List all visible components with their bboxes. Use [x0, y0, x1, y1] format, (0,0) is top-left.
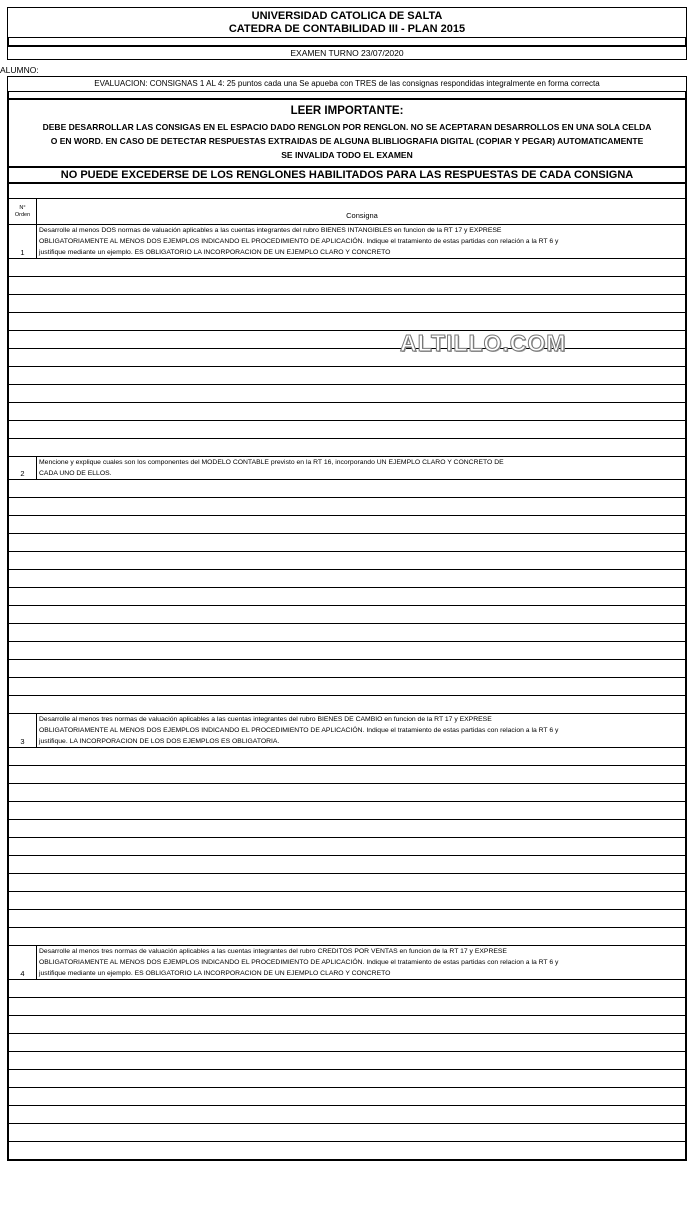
answer-line[interactable] — [9, 570, 685, 588]
evaluation-note: EVALUACION: CONSIGNAS 1 AL 4: 25 puntos cada una Se apueba con TRES de las consignas respondidas integralmente en forma correcta — [7, 76, 687, 92]
question-line: justifique mediante un ejemplo. ES OBLIGATORIO LA INCORPORACION DE UN EJEMPLO CLARO Y CONCRETO — [39, 970, 391, 977]
question-line: Mencione y explique cuales son los componentes del MODELO CONTABLE previsto en la RT 16, incorporando UN EJEMPLO CLARO Y CONCRETO DE — [39, 459, 504, 466]
answer-line[interactable] — [9, 892, 685, 910]
answer-line[interactable] — [9, 552, 685, 570]
answer-line[interactable] — [9, 421, 685, 439]
answer-line[interactable] — [9, 856, 685, 874]
answer-line[interactable] — [9, 498, 685, 516]
spacer-row — [7, 184, 687, 199]
order-header — [9, 199, 37, 224]
question-row — [9, 714, 685, 748]
answer-line[interactable] — [9, 1124, 685, 1142]
answer-line[interactable] — [9, 910, 685, 928]
exam-sheet — [0, 7, 687, 1161]
answer-line[interactable] — [9, 349, 685, 367]
question-line: OBLIGATORIAMENTE AL MENOS DOS EJEMPLOS INDICANDO EL PROCEDIMIENTO DE APLICACIÓN. Indique el tratamiento de estas partidas con relacion a la RT 6 y — [39, 959, 559, 966]
answer-line[interactable] — [9, 1142, 685, 1159]
answer-line[interactable] — [9, 439, 685, 457]
answer-line[interactable] — [9, 678, 685, 696]
university-title: UNIVERSIDAD CATOLICA DE SALTA — [251, 10, 443, 22]
answer-line[interactable] — [9, 588, 685, 606]
question-line: OBLIGATORIAMENTE AL MENOS DOS EJEMPLOS INDICANDO EL PROCEDIMIENTO DE APLICACIÓN. Indique el tratamiento de estas partidas con relación a la RT 6 y — [39, 238, 559, 245]
table-header — [9, 199, 685, 225]
answer-line[interactable] — [9, 874, 685, 892]
divider — [7, 92, 687, 100]
answer-line[interactable] — [9, 277, 685, 295]
question-line: justifique. LA INCORPORACION DE LOS DOS EJEMPLOS ES OBLIGATORIA. — [39, 738, 280, 745]
answer-line[interactable] — [9, 696, 685, 714]
question-row — [9, 946, 685, 980]
question-row — [9, 457, 685, 480]
task-header: Consigna — [346, 211, 378, 220]
answer-line[interactable] — [9, 784, 685, 802]
answer-line[interactable] — [9, 820, 685, 838]
important-line: O EN WORD. EN CASO DE DETECTAR RESPUESTAS EXTRAIDAS DE ALGUNA BLIBLIOGRAFIA DIGITAL (COPIAR Y PEGAR) AUTOMATICAMENTE — [50, 136, 644, 146]
question-text — [37, 457, 685, 479]
answer-line[interactable] — [9, 766, 685, 784]
answer-line[interactable] — [9, 1034, 685, 1052]
answer-line[interactable] — [9, 1106, 685, 1124]
answer-line[interactable] — [9, 259, 685, 277]
student-label: ALUMNO: — [0, 65, 39, 75]
exam-date: EXAMEN TURNO 23/07/2020 — [7, 47, 687, 60]
question-line: justifique mediante un ejemplo. ES OBLIGATORIO LA INCORPORACION DE UN EJEMPLO CLARO Y CONCRETO — [39, 249, 391, 256]
question-number: 1 — [9, 225, 37, 258]
question-text — [37, 946, 685, 979]
question-line: Desarrolle al menos tres normas de valuación aplicables a las cuentas integrantes del rubro CREDITOS POR VENTAS en funcion de la RT 17 y EXPRESE — [39, 948, 507, 955]
question-number: 2 — [9, 457, 37, 479]
important-line: SE INVALIDA TODO EL EXAMEN — [281, 150, 413, 160]
order-header-bottom: Orden — [14, 211, 31, 218]
answer-line[interactable] — [9, 385, 685, 403]
answer-line[interactable] — [9, 1070, 685, 1088]
questions-table — [7, 199, 687, 1161]
question-number: 4 — [9, 946, 37, 979]
course-title: CATEDRA DE CONTABILIDAD III - PLAN 2015 — [228, 23, 466, 35]
answer-line[interactable] — [9, 998, 685, 1016]
answer-line[interactable] — [9, 1052, 685, 1070]
answer-line[interactable] — [9, 313, 685, 331]
answer-line[interactable] — [9, 480, 685, 498]
no-exceed-warning: NO PUEDE EXCEDERSE DE LOS RENGLONES HABILITADOS PARA LAS RESPUESTAS DE CADA CONSIGNA — [7, 166, 687, 184]
answer-line[interactable] — [9, 660, 685, 678]
answer-line[interactable] — [9, 367, 685, 385]
question-text — [37, 714, 685, 747]
answer-line[interactable] — [9, 516, 685, 534]
title-block — [7, 7, 687, 38]
question-number: 3 — [9, 714, 37, 747]
question-line: Desarrolle al menos tres normas de valuación aplicables a las cuentas integrantes del rubro BIENES DE CAMBIO en funcion de la RT 17 y EXPRESE — [39, 716, 492, 723]
question-line: Desarrolle al menos DOS normas de valuación aplicables a las cuentas integrantes del rubro BIENES INTANGIBLES en funcion de la RT 17 y EXPRESE — [39, 227, 502, 234]
answer-line[interactable] — [9, 606, 685, 624]
answer-line[interactable] — [9, 1088, 685, 1106]
answer-line[interactable] — [9, 928, 685, 946]
important-notice — [7, 100, 687, 166]
answer-line[interactable] — [9, 295, 685, 313]
divider — [7, 38, 687, 47]
question-line: CADA UNO DE ELLOS. — [39, 470, 112, 477]
answer-line[interactable] — [9, 624, 685, 642]
answer-line[interactable] — [9, 331, 685, 349]
answer-line[interactable] — [9, 838, 685, 856]
answer-line[interactable] — [9, 748, 685, 766]
answer-line[interactable] — [9, 403, 685, 421]
important-title: LEER IMPORTANTE: — [290, 105, 404, 117]
answer-line[interactable] — [9, 802, 685, 820]
answer-line[interactable] — [9, 1016, 685, 1034]
answer-line[interactable] — [9, 642, 685, 660]
question-row — [9, 225, 685, 259]
important-line: DEBE DESARROLLAR LAS CONSIGAS EN EL ESPACIO DADO RENGLON POR RENGLON. NO SE ACEPTARAN DESARROLLOS EN UNA SOLA CELDA — [42, 122, 652, 132]
question-line: OBLIGATORIAMENTE AL MENOS DOS EJEMPLOS INDICANDO EL PROCEDIMIENTO DE APLICACIÓN. Indique el tratamiento de estas partidas con relacion a la RT 6 y — [39, 727, 559, 734]
question-text — [37, 225, 685, 258]
answer-line[interactable] — [9, 980, 685, 998]
order-header-top: N° — [19, 204, 26, 211]
watermark: ALTILLO.COM — [400, 330, 567, 356]
answer-line[interactable] — [9, 534, 685, 552]
